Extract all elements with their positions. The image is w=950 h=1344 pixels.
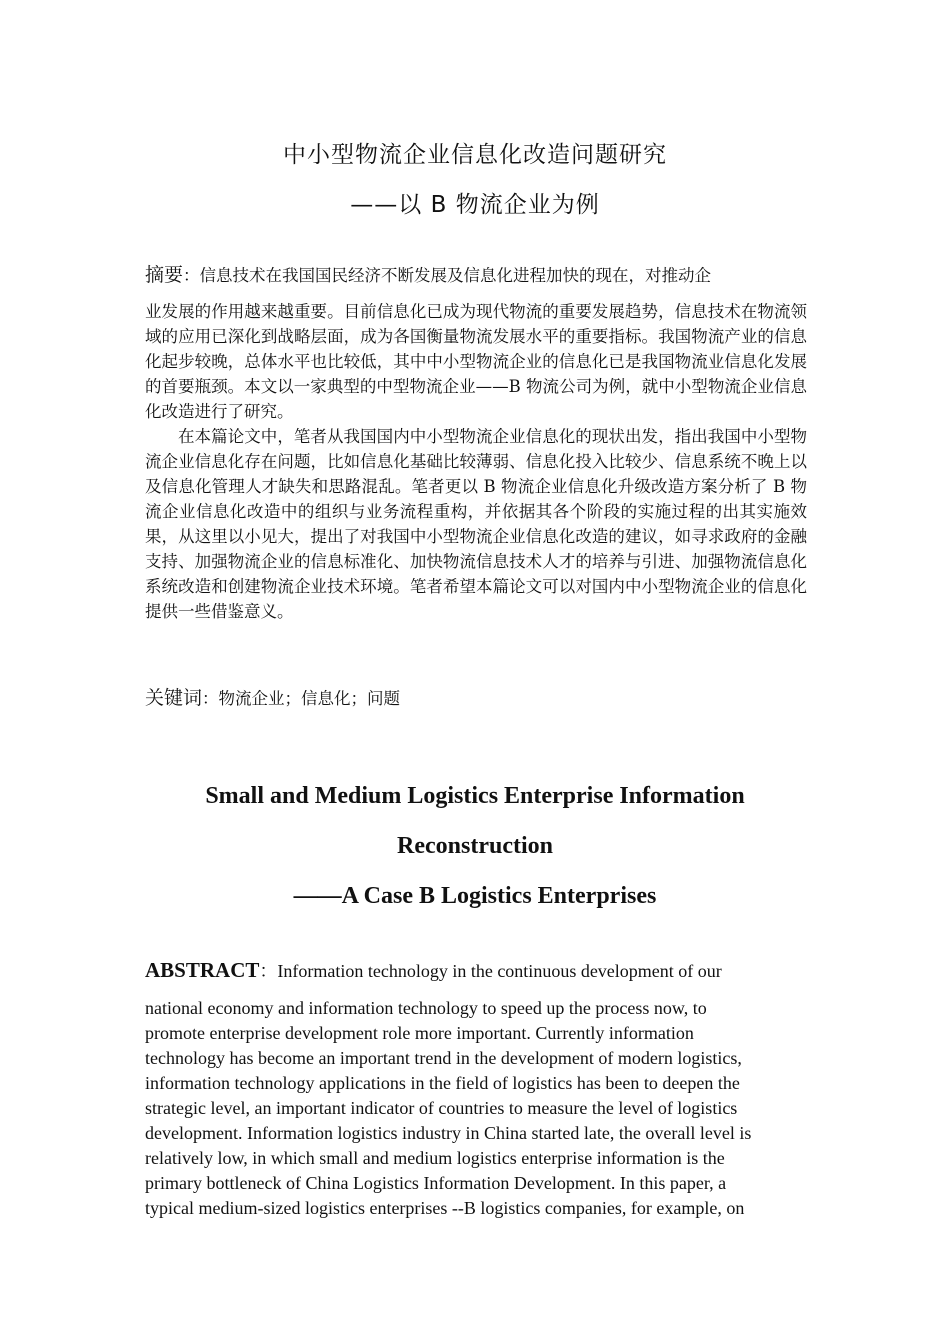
english-subtitle: ——A Case B Logistics Enterprises <box>293 883 657 909</box>
english-abstract-line: information technology applications in the field of logistics has been to deepen the <box>145 1073 740 1093</box>
chinese-abstract-separator: ： <box>183 266 200 285</box>
chinese-abstract-paragraph-1: 业发展的作用越来越重要。目前信息化已成为现代物流的重要发展趋势，信息技术在物流领域的应用已深化到战略层面，成为各国衡量物流发展水平的重要指标。我国物流产业的信息化起步较晚，总体水平也比较低，其中中小型物流企业的信息化已是我国物流业信息化发展的首要瓶颈。本文以一家典型的中型物流企业——B 物流公司为例，就中小型物流企业信息化改造进行了研究。 <box>145 302 807 421</box>
chinese-keywords <box>145 686 807 711</box>
chinese-keywords-separator: ： <box>202 689 219 708</box>
chinese-abstract-body <box>145 299 807 624</box>
english-abstract-line: primary bottleneck of China Logistics Information Development. In this paper, a <box>145 1173 727 1193</box>
english-title-line-2: Reconstruction <box>397 833 553 859</box>
english-abstract-first-line <box>145 958 807 984</box>
chinese-abstract-label: 摘要 <box>145 264 184 286</box>
english-title-line-1: Small and Medium Logistics Enterprise Information <box>205 783 745 809</box>
chinese-keywords-text: 物流企业；信息化；问题 <box>218 689 401 708</box>
chinese-abstract-first-text: 信息技术在我国国民经济不断发展及信息化进程加快的现在，对推动企 <box>199 266 712 285</box>
chinese-abstract-paragraph-2: 在本篇论文中，笔者从我国国内中小型物流企业信息化的现状出发，指出我国中小型物流企业信息化存在问题，比如信息化基础比较薄弱、信息化投入比较少、信息系统不晚上以及信息化管理人才缺失和思路混乱。笔者更以 B 物流企业信息化升级改造方案分析了 B 物流企业信息化改造中的组织与业务流程重构，并依据其各个阶段的实施过程的出其实施效果，从这里以小见大，提出了对我国中小型物流企业信息化改造的建议，如寻求政府的金融支持、加强物流企业的信息标准化、加快物流信息技术人才的培养与引进、加强物流信息化系统改造和创建物流企业技术环境。笔者希望本篇论文可以对国内中小型物流企业的信息化提供一些借鉴意义。 <box>145 427 807 621</box>
chinese-subtitle: ——以 B 物流企业为例 <box>350 192 600 218</box>
english-abstract-label: ABSTRACT <box>145 958 260 982</box>
english-abstract-separator: ： <box>259 961 278 981</box>
chinese-abstract-first-line <box>145 263 807 288</box>
english-abstract-line: typical medium-sized logistics enterprises --B logistics companies, for example, on <box>145 1198 745 1218</box>
english-abstract-body <box>145 996 807 1221</box>
chinese-title: 中小型物流企业信息化改造问题研究 <box>283 142 667 168</box>
english-abstract-first-text: Information technology in the continuous development of our <box>277 961 722 981</box>
english-abstract-line: relatively low, in which small and medium logistics enterprise information is the <box>145 1148 725 1168</box>
english-abstract-line: promote enterprise development role more important. Currently information <box>145 1023 694 1043</box>
english-abstract-line: technology has become an important trend in the development of modern logistics, <box>145 1048 742 1068</box>
chinese-keywords-label: 关键词 <box>145 687 203 709</box>
english-abstract-line: development. Information logistics industry in China started late, the overall level is <box>145 1123 752 1143</box>
english-abstract-line: strategic level, an important indicator of countries to measure the level of logistics <box>145 1098 738 1118</box>
english-abstract-line: national economy and information technology to speed up the process now, to <box>145 998 707 1018</box>
